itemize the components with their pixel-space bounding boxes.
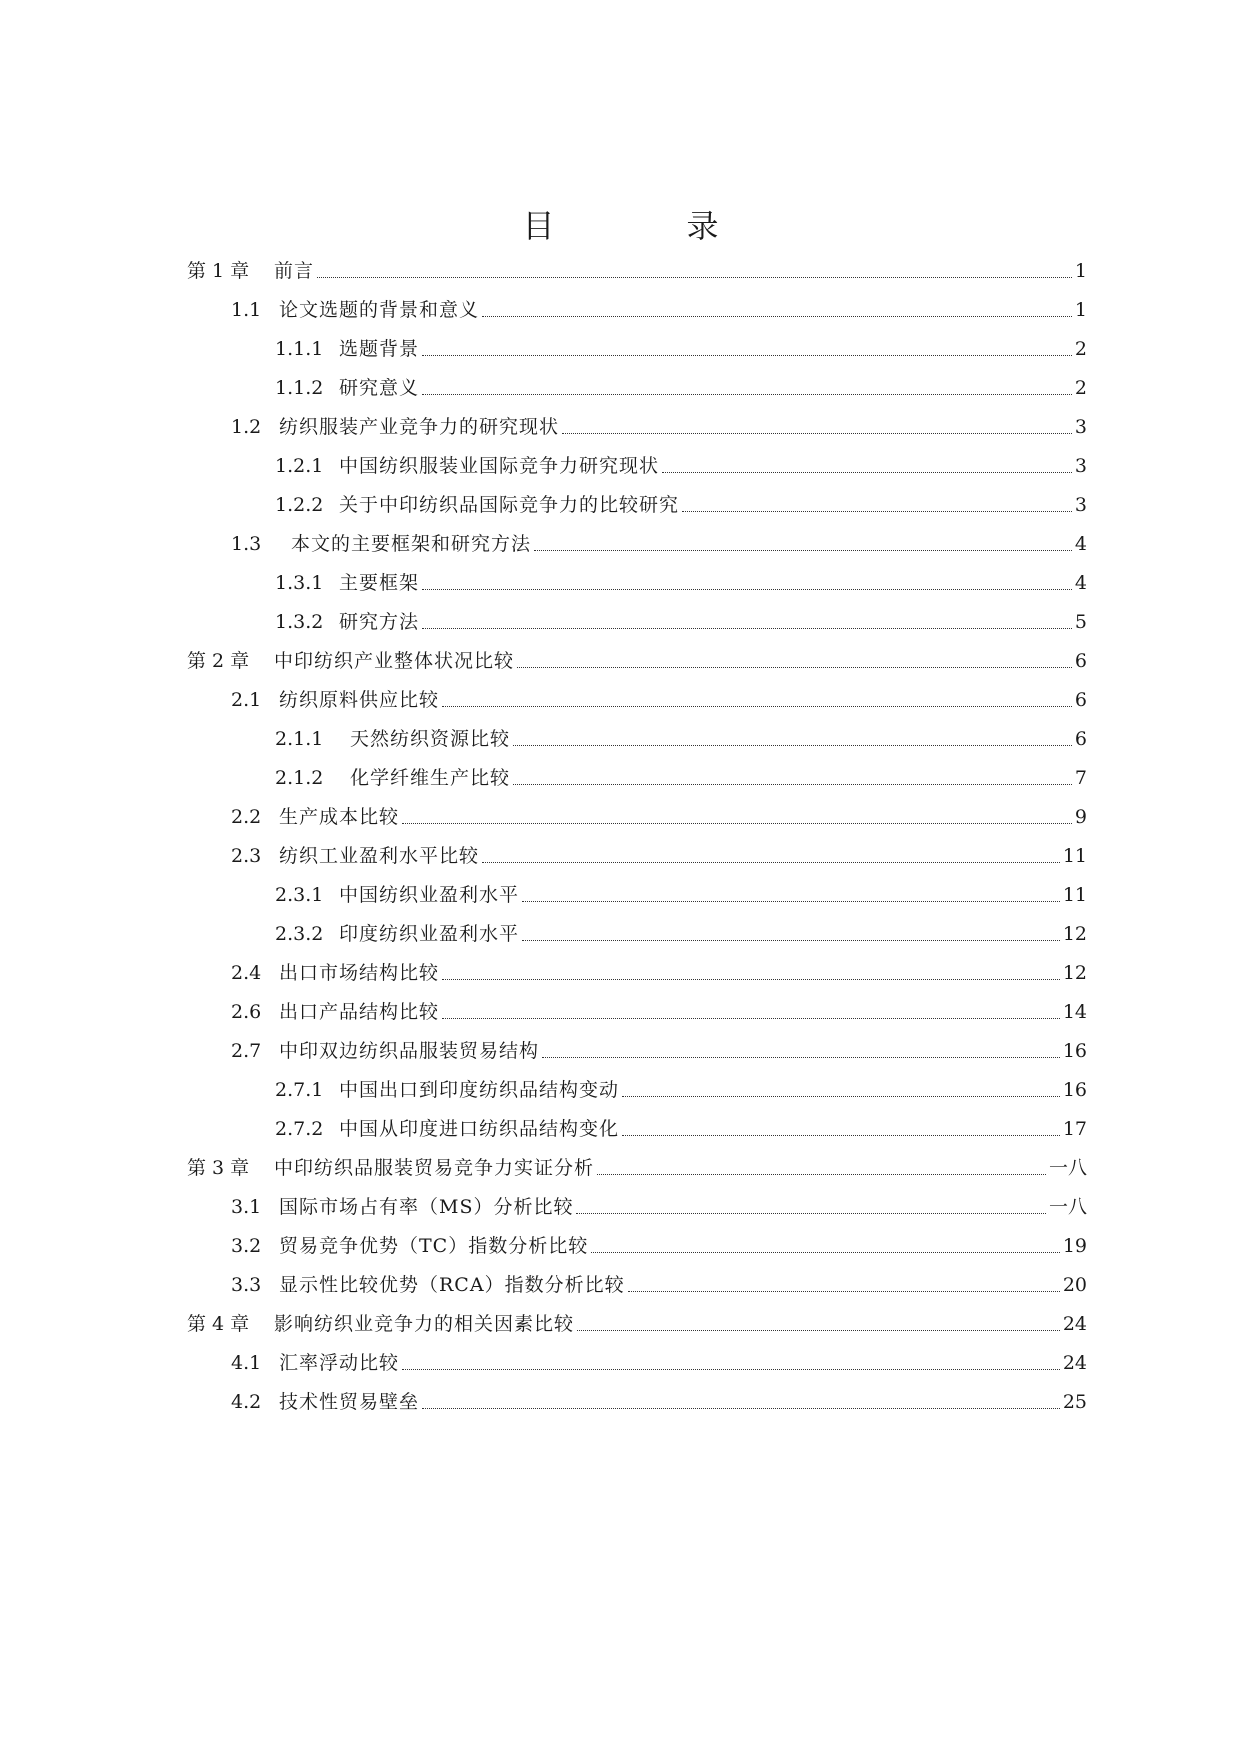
dot-leader (622, 1135, 1060, 1136)
toc-label: 纺织工业盈利水平比较 (279, 845, 480, 867)
toc-number: 2.2 (231, 806, 262, 828)
toc-entry-section[interactable] (231, 839, 1087, 869)
toc-label: 本文的主要框架和研究方法 (291, 533, 532, 555)
toc-page-number: 25 (1062, 1391, 1087, 1413)
toc-number: 第 1 章 (187, 260, 250, 282)
toc-number: 4.1 (231, 1352, 262, 1374)
dot-leader (682, 511, 1072, 512)
dot-leader (522, 940, 1060, 941)
toc-entry-section[interactable] (231, 1229, 1087, 1259)
toc-number: 2.7.2 (275, 1118, 324, 1140)
toc-entry-subsection[interactable] (275, 761, 1087, 791)
toc-number: 2.1.1 (275, 728, 324, 750)
toc-page-number: 6 (1074, 728, 1087, 750)
toc-number: 3.1 (231, 1196, 262, 1218)
dot-leader (422, 394, 1072, 395)
toc-number: 1.3 (231, 533, 262, 555)
toc-entry-chapter[interactable] (187, 254, 1087, 284)
toc-number: 2.3.2 (275, 923, 324, 945)
toc-label: 显示性比较优势（RCA）指数分析比较 (279, 1274, 625, 1296)
toc-label: 中国纺织服装业国际竞争力研究现状 (339, 455, 660, 477)
toc-page-number: 2 (1074, 377, 1087, 399)
toc-number: 3.2 (231, 1235, 262, 1257)
toc-page-number: 19 (1062, 1235, 1087, 1257)
toc-page-number: 16 (1062, 1079, 1087, 1101)
toc-entry-section[interactable] (231, 1190, 1087, 1220)
toc-number: 第 3 章 (187, 1157, 250, 1179)
toc-page-number: 一八 (1048, 1157, 1087, 1179)
toc-label: 论文选题的背景和意义 (279, 299, 480, 321)
toc-label: 选题背景 (339, 338, 420, 360)
toc-label: 出口产品结构比较 (279, 1001, 440, 1023)
toc-number: 4.2 (231, 1391, 262, 1413)
toc-label: 出口市场结构比较 (279, 962, 440, 984)
toc-number: 2.1.2 (275, 767, 324, 789)
dot-leader (513, 745, 1072, 746)
dot-leader (522, 901, 1060, 902)
toc-entry-subsection[interactable] (275, 332, 1087, 362)
toc-page-number: 16 (1062, 1040, 1087, 1062)
dot-leader (542, 1057, 1060, 1058)
toc-page-number: 1 (1074, 260, 1087, 282)
toc-page-number: 1 (1074, 299, 1087, 321)
toc-entry-section[interactable] (231, 1385, 1087, 1415)
toc-entry-subsection[interactable] (275, 1112, 1087, 1142)
toc-page-number: 6 (1074, 689, 1087, 711)
toc-number: 2.7 (231, 1040, 262, 1062)
toc-number: 第 4 章 (187, 1313, 250, 1335)
toc-label: 中印双边纺织品服装贸易结构 (279, 1040, 540, 1062)
toc-label: 中国纺织业盈利水平 (339, 884, 520, 906)
toc-number: 2.6 (231, 1001, 262, 1023)
toc-number: 2.3 (231, 845, 262, 867)
toc-label: 前言 (274, 260, 315, 282)
toc-label: 研究方法 (339, 611, 420, 633)
dot-leader (442, 706, 1072, 707)
dot-leader (662, 472, 1072, 473)
toc-entry-subsection[interactable] (275, 449, 1087, 479)
toc-number: 1.2.2 (275, 494, 324, 516)
toc-page-number: 24 (1062, 1313, 1087, 1335)
dot-leader (577, 1330, 1060, 1331)
toc-label: 研究意义 (339, 377, 420, 399)
toc-page-number: 12 (1062, 923, 1087, 945)
toc-page-number: 9 (1074, 806, 1087, 828)
toc-entry-subsection[interactable] (275, 1073, 1087, 1103)
dot-leader (422, 1408, 1060, 1409)
toc-page-number: 3 (1074, 416, 1087, 438)
toc-page-number: 3 (1074, 494, 1087, 516)
toc-page-number: 4 (1074, 572, 1087, 594)
dot-leader (534, 550, 1072, 551)
toc-label: 汇率浮动比较 (279, 1352, 400, 1374)
toc-label: 影响纺织业竞争力的相关因素比较 (274, 1313, 575, 1335)
dot-leader (628, 1291, 1060, 1292)
toc-label: 中印纺织产业整体状况比较 (274, 650, 515, 672)
toc-entry-section[interactable] (231, 995, 1087, 1025)
toc-entry-section[interactable] (231, 1346, 1087, 1376)
toc-label: 天然纺织资源比较 (350, 728, 511, 750)
toc-label: 印度纺织业盈利水平 (339, 923, 520, 945)
dot-leader (591, 1252, 1060, 1253)
dot-leader (562, 433, 1072, 434)
toc-number: 1.3.2 (275, 611, 324, 633)
toc-entry-subsection[interactable] (275, 566, 1087, 596)
toc-entry-chapter[interactable] (187, 1307, 1087, 1337)
toc-page-number: 11 (1062, 884, 1087, 906)
toc-page-number: 12 (1062, 962, 1087, 984)
dot-leader (597, 1174, 1046, 1175)
toc-label: 贸易竞争优势（TC）指数分析比较 (279, 1235, 589, 1257)
toc-page-number: 一八 (1048, 1196, 1087, 1218)
toc-number: 1.1.2 (275, 377, 324, 399)
toc-page-number: 20 (1062, 1274, 1087, 1296)
toc-entry-section[interactable] (231, 293, 1087, 323)
dot-leader (622, 1096, 1060, 1097)
toc-page-number: 7 (1074, 767, 1087, 789)
toc-entry-subsection[interactable] (275, 917, 1087, 947)
toc-page-number: 2 (1074, 338, 1087, 360)
page-title: 目 录 (522, 207, 769, 246)
dot-leader (482, 862, 1060, 863)
dot-leader (576, 1213, 1046, 1214)
toc-label: 中国从印度进口纺织品结构变化 (339, 1118, 620, 1140)
dot-leader (317, 277, 1072, 278)
toc-number: 2.7.1 (275, 1079, 324, 1101)
toc-entry-section[interactable] (231, 1034, 1087, 1064)
toc-page-number: 14 (1062, 1001, 1087, 1023)
dot-leader (422, 355, 1072, 356)
toc-entry-section[interactable] (231, 683, 1087, 713)
toc-page-number: 11 (1062, 845, 1087, 867)
toc-entry-chapter[interactable] (187, 1151, 1087, 1181)
toc-label: 国际市场占有率（MS）分析比较 (279, 1196, 574, 1218)
toc-entry-section[interactable] (231, 1268, 1087, 1298)
toc-entry-subsection[interactable] (275, 722, 1087, 752)
toc-entry-section[interactable] (231, 956, 1087, 986)
dot-leader (402, 1369, 1060, 1370)
toc-label: 化学纤维生产比较 (350, 767, 511, 789)
toc-label: 中印纺织品服装贸易竞争力实证分析 (274, 1157, 595, 1179)
toc-page-number: 5 (1074, 611, 1087, 633)
toc-number: 3.3 (231, 1274, 262, 1296)
toc-entry-subsection[interactable] (275, 878, 1087, 908)
dot-leader (513, 784, 1072, 785)
toc-number: 2.4 (231, 962, 262, 984)
toc-number: 1.1.1 (275, 338, 324, 360)
toc-page-number: 24 (1062, 1352, 1087, 1374)
toc-label: 中国出口到印度纺织品结构变动 (339, 1079, 620, 1101)
toc-number: 2.1 (231, 689, 262, 711)
toc-entry-subsection[interactable] (275, 371, 1087, 401)
toc-label: 关于中印纺织品国际竞争力的比较研究 (339, 494, 680, 516)
toc-label: 生产成本比较 (279, 806, 400, 828)
toc-entry-subsection[interactable] (275, 605, 1087, 635)
dot-leader (517, 667, 1072, 668)
dot-leader (482, 316, 1072, 317)
toc-page-number: 6 (1074, 650, 1087, 672)
toc-entry-section[interactable] (231, 800, 1087, 830)
toc-label: 纺织原料供应比较 (279, 689, 440, 711)
toc-number: 2.3.1 (275, 884, 324, 906)
dot-leader (442, 979, 1060, 980)
toc-label: 技术性贸易壁垒 (279, 1391, 420, 1413)
toc-number: 1.2.1 (275, 455, 324, 477)
toc-number: 第 2 章 (187, 650, 250, 672)
toc-number: 1.3.1 (275, 572, 324, 594)
toc-label: 纺织服装产业竞争力的研究现状 (279, 416, 560, 438)
toc-entry-section[interactable] (231, 527, 1087, 557)
toc-number: 1.2 (231, 416, 262, 438)
toc-entry-subsection[interactable] (275, 488, 1087, 518)
toc-page-number: 3 (1074, 455, 1087, 477)
dot-leader (402, 823, 1072, 824)
toc-entry-chapter[interactable] (187, 644, 1087, 674)
dot-leader (422, 589, 1072, 590)
toc-page-number: 4 (1074, 533, 1087, 555)
toc-number: 1.1 (231, 299, 262, 321)
dot-leader (442, 1018, 1060, 1019)
toc-label: 主要框架 (339, 572, 420, 594)
toc-page-number: 17 (1062, 1118, 1087, 1140)
toc-entry-section[interactable] (231, 410, 1087, 440)
dot-leader (422, 628, 1072, 629)
